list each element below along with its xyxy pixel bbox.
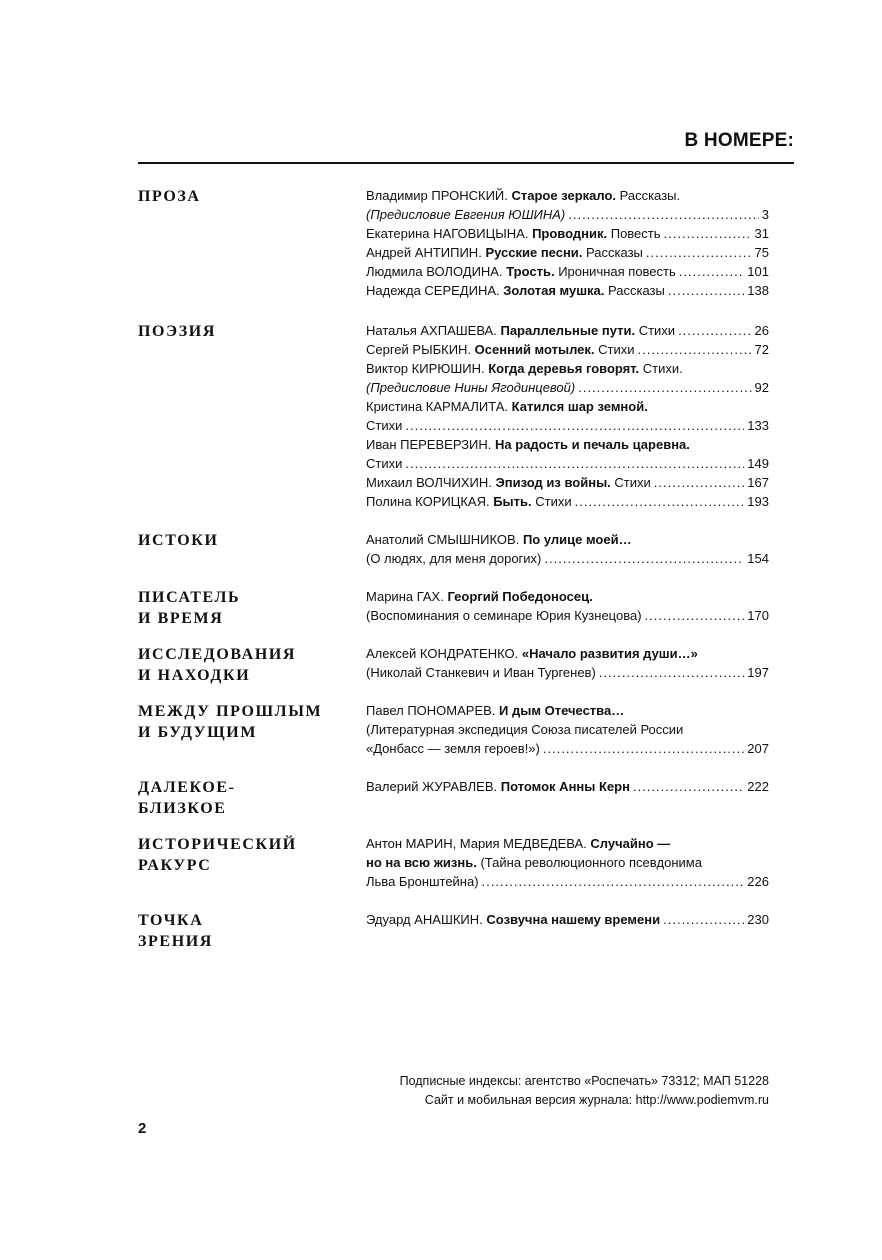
page-ref[interactable]: 207 <box>747 741 769 756</box>
toc-line <box>366 587 769 606</box>
toc-line <box>366 834 769 853</box>
entry-author: Кристина КАРМАЛИТА. <box>366 399 509 414</box>
toc-line-text <box>366 416 402 435</box>
toc-line <box>366 663 769 682</box>
entry-author: Антон МАРИН, Мария МЕДВЕДЕВА. <box>366 836 587 851</box>
entry-title: Созвучна нашему времени <box>486 912 661 927</box>
dot-leader <box>568 205 759 224</box>
section-title-line: ПРОЗА <box>138 188 201 205</box>
toc-line-text <box>366 855 702 870</box>
entry-genre: Стихи <box>366 456 403 471</box>
toc-line <box>366 644 769 663</box>
page-ref[interactable]: 193 <box>747 494 769 509</box>
dot-leader <box>578 378 751 397</box>
section-title <box>138 186 338 207</box>
dot-leader <box>599 663 745 682</box>
entry-title: «Начало развития души…» <box>521 646 698 661</box>
section-title <box>138 644 338 686</box>
page-ref[interactable]: 133 <box>747 418 769 433</box>
toc-line <box>366 397 769 416</box>
toc-line <box>366 701 769 720</box>
toc-line <box>366 530 769 549</box>
toc-line <box>366 435 769 454</box>
section-title <box>138 530 338 551</box>
section-title <box>138 587 338 629</box>
toc-line-text <box>366 836 670 851</box>
entry-genre: (Тайна революционного псевдонима <box>480 855 702 870</box>
toc-line <box>366 359 769 378</box>
toc-line-text <box>366 361 683 376</box>
page-ref[interactable]: 197 <box>747 665 769 680</box>
section-title <box>138 777 338 819</box>
subscription-indexes: Подписные индексы: агентство «Роспечать» 73312; МАП 51228 <box>399 1074 769 1088</box>
toc-line-text <box>366 722 683 737</box>
page-ref[interactable]: 154 <box>747 551 769 566</box>
entry-genre: «Донбасс — земля героев!») <box>366 741 540 756</box>
toc-line <box>366 473 769 492</box>
section-title-line: ТОЧКА <box>138 912 204 929</box>
section-title-line: ПИСАТЕЛЬ <box>138 589 241 606</box>
entries <box>366 834 769 891</box>
entry-title: Случайно — <box>590 836 671 851</box>
section-title-line: И НАХОДКИ <box>138 667 251 684</box>
section-title-line: РАКУРС <box>138 857 212 874</box>
toc-line-text <box>366 188 680 203</box>
toc-line-text <box>366 872 479 891</box>
toc-line-text <box>366 224 661 243</box>
section-title <box>138 321 338 342</box>
entry-author: Михаил ВОЛЧИХИН. <box>366 475 492 490</box>
page-ref[interactable]: 72 <box>754 342 769 357</box>
entry-title: По улице моей… <box>522 532 632 547</box>
entry-genre: Стихи <box>598 342 635 357</box>
section-title-line: ИСТОРИЧЕСКИЙ <box>138 836 297 853</box>
entry-author: Эдуард АНАШКИН. <box>366 912 483 927</box>
dot-leader <box>678 321 751 340</box>
section-title-line: ДАЛЕКОЕ- <box>138 779 236 796</box>
toc-line-text <box>366 910 660 929</box>
entries <box>366 587 769 625</box>
entry-title: Георгий Победоносец. <box>447 589 593 604</box>
page-ref[interactable]: 167 <box>747 475 769 490</box>
page-ref[interactable]: 230 <box>747 912 769 927</box>
subscription-info <box>400 1072 769 1110</box>
toc-line-text <box>366 281 665 300</box>
dot-leader <box>633 777 744 796</box>
section-title-line: ИССЛЕДОВАНИЯ <box>138 646 297 663</box>
entry-title: Проводник. <box>532 226 608 241</box>
section-title-line: ИСТОКИ <box>138 532 219 549</box>
entry-author: Анатолий СМЫШНИКОВ. <box>366 532 520 547</box>
dot-leader <box>664 224 752 243</box>
page-ref[interactable]: 92 <box>754 380 769 395</box>
entry-author: Наталья АХПАШЕВА. <box>366 323 497 338</box>
entry-title: Золотая мушка. <box>503 283 605 298</box>
toc-line-text <box>366 205 565 224</box>
page-ref[interactable]: 226 <box>747 874 769 889</box>
entry-genre: Стихи <box>638 323 676 338</box>
entries <box>366 701 769 758</box>
page-ref[interactable]: 138 <box>747 283 769 298</box>
toc-line <box>366 205 769 224</box>
entries <box>366 777 769 796</box>
entry-genre: Стихи <box>535 494 572 509</box>
entry-genre: Рассказы <box>586 245 643 260</box>
dot-leader <box>668 281 744 300</box>
entry-genre: Стихи. <box>642 361 683 376</box>
toc-line-text <box>366 777 630 796</box>
entry-title: Быть. <box>493 494 532 509</box>
entry-author: Валерий ЖУРАВЛЕВ. <box>366 779 498 794</box>
dot-leader <box>654 473 745 492</box>
toc-line <box>366 872 769 891</box>
entry-author: Сергей РЫБКИН. <box>366 342 472 357</box>
entry-genre: Рассказы <box>608 283 665 298</box>
entry-author: Марина ГАХ. <box>366 589 444 604</box>
entry-note: (Предисловие Нины Ягодинцевой) <box>366 380 576 395</box>
toc-line <box>366 454 769 473</box>
toc-line <box>366 340 769 359</box>
dot-leader <box>646 243 752 262</box>
entries <box>366 910 769 929</box>
entry-author: Алексей КОНДРАТЕНКО. <box>366 646 519 661</box>
page-ref[interactable]: 170 <box>747 608 769 623</box>
entry-title: Параллельные пути. <box>500 323 636 338</box>
toc-line-text <box>366 549 541 568</box>
entry-genre: Рассказы. <box>619 188 681 203</box>
toc-line-text <box>366 532 632 547</box>
entry-author: Виктор КИРЮШИН. <box>366 361 485 376</box>
entry-note: (Предисловие Евгения ЮШИНА) <box>366 207 566 222</box>
toc-line <box>366 416 769 435</box>
dot-leader <box>638 340 752 359</box>
toc-line <box>366 853 769 872</box>
toc-line-text <box>366 739 540 758</box>
entry-title: Потомок Анны Керн <box>500 779 630 794</box>
entry-genre: Ироничная повесть <box>558 264 676 279</box>
page-title: В НОМЕРЕ: <box>684 130 794 151</box>
toc-line <box>366 281 769 300</box>
entry-author: Андрей АНТИПИН. <box>366 245 482 260</box>
entry-title: Когда деревья говорят. <box>488 361 640 376</box>
toc-line <box>366 321 769 340</box>
entry-genre: (О людях, для меня дорогих) <box>366 551 542 566</box>
entry-genre: (Николай Станкевич и Иван Тургенев) <box>366 665 596 680</box>
entry-author: Иван ПЕРЕВЕРЗИН. <box>366 437 492 452</box>
section-title-line: БЛИЗКОЕ <box>138 800 227 817</box>
toc-line-text <box>366 454 402 473</box>
toc-line-text <box>366 589 593 604</box>
entry-author: Надежда СЕРЕДИНА. <box>366 283 500 298</box>
toc-line <box>366 739 769 758</box>
toc-line <box>366 492 769 511</box>
toc-line <box>366 243 769 262</box>
entry-title: На радость и печаль царевна. <box>495 437 690 452</box>
entry-genre: Повесть <box>610 226 661 241</box>
page-ref[interactable]: 31 <box>754 226 769 241</box>
entry-title: Катился шар земной. <box>511 399 648 414</box>
toc-line <box>366 262 769 281</box>
toc-line-text <box>366 646 698 661</box>
toc-line <box>366 224 769 243</box>
toc-line-text <box>366 321 675 340</box>
section-title <box>138 910 338 952</box>
entries <box>366 530 769 568</box>
dot-leader <box>482 872 745 891</box>
dot-leader <box>679 262 745 281</box>
toc-line <box>366 378 769 397</box>
entry-genre: Льва Бронштейна) <box>366 874 479 889</box>
dot-leader <box>663 910 744 929</box>
section-title-line: И БУДУЩИМ <box>138 724 258 741</box>
toc-line-text <box>366 606 642 625</box>
toc-line-text <box>366 262 676 281</box>
toc-line <box>366 186 769 205</box>
section-title-line: ЗРЕНИЯ <box>138 933 213 950</box>
page-ref[interactable]: 101 <box>747 264 769 279</box>
entry-author: Павел ПОНОМАРЕВ. <box>366 703 496 718</box>
entry-genre: (Воспоминания о семинаре Юрия Кузнецова) <box>366 608 642 623</box>
toc-line-text <box>366 663 596 682</box>
dot-leader <box>645 606 745 625</box>
entry-author: Людмила ВОЛОДИНА. <box>366 264 503 279</box>
toc-line-text <box>366 340 635 359</box>
entry-title: Старое зеркало. <box>511 188 617 203</box>
toc-line <box>366 910 769 929</box>
entry-title: но на всю жизнь. <box>366 855 477 870</box>
section-title <box>138 701 338 743</box>
entries <box>366 644 769 682</box>
page-ref[interactable]: 75 <box>754 245 769 260</box>
entry-genre: (Литературная экспедиция Союза писателей России <box>366 722 684 737</box>
dot-leader <box>544 549 744 568</box>
site-address: Сайт и мобильная версия журнала: http://www.podiemvm.ru <box>424 1093 769 1107</box>
dot-leader <box>405 416 744 435</box>
entries <box>366 321 769 511</box>
entry-author: Екатерина НАГОВИЦЫНА. <box>366 226 529 241</box>
entry-title: Трость. <box>506 264 555 279</box>
dot-leader <box>575 492 745 511</box>
section-title-line: ПОЭЗИЯ <box>138 323 216 340</box>
entry-title: Русские песни. <box>485 245 583 260</box>
entry-title: Эпизод из войны. <box>495 475 611 490</box>
toc-line-text <box>366 399 648 414</box>
toc-line-text <box>366 437 690 452</box>
entry-genre: Стихи <box>366 418 403 433</box>
page-ref[interactable]: 149 <box>747 456 769 471</box>
entries <box>366 186 769 300</box>
dot-leader <box>405 454 744 473</box>
toc-line <box>366 720 769 739</box>
dot-leader <box>543 739 744 758</box>
section-title-line: И ВРЕМЯ <box>138 610 224 627</box>
entry-author: Полина КОРИЦКАЯ. <box>366 494 490 509</box>
toc-line <box>366 777 769 796</box>
toc-line <box>366 606 769 625</box>
page-number: 2 <box>138 1120 147 1137</box>
entry-author: Владимир ПРОНСКИЙ. <box>366 188 508 203</box>
page-ref[interactable]: 222 <box>747 779 769 794</box>
toc-line-text <box>366 492 572 511</box>
page-ref[interactable]: 26 <box>754 323 769 338</box>
entry-title: И дым Отечества… <box>499 703 625 718</box>
page-ref[interactable]: 3 <box>761 207 769 222</box>
section-title-line: МЕЖДУ ПРОШЛЫМ <box>138 703 323 720</box>
toc-line-text <box>366 703 624 718</box>
toc-line <box>366 549 769 568</box>
toc-line-text <box>366 378 575 397</box>
toc-line-text <box>366 473 651 492</box>
entry-title: Осенний мотылек. <box>474 342 595 357</box>
entry-genre: Стихи <box>614 475 651 490</box>
section-title <box>138 834 338 876</box>
toc-line-text <box>366 243 643 262</box>
